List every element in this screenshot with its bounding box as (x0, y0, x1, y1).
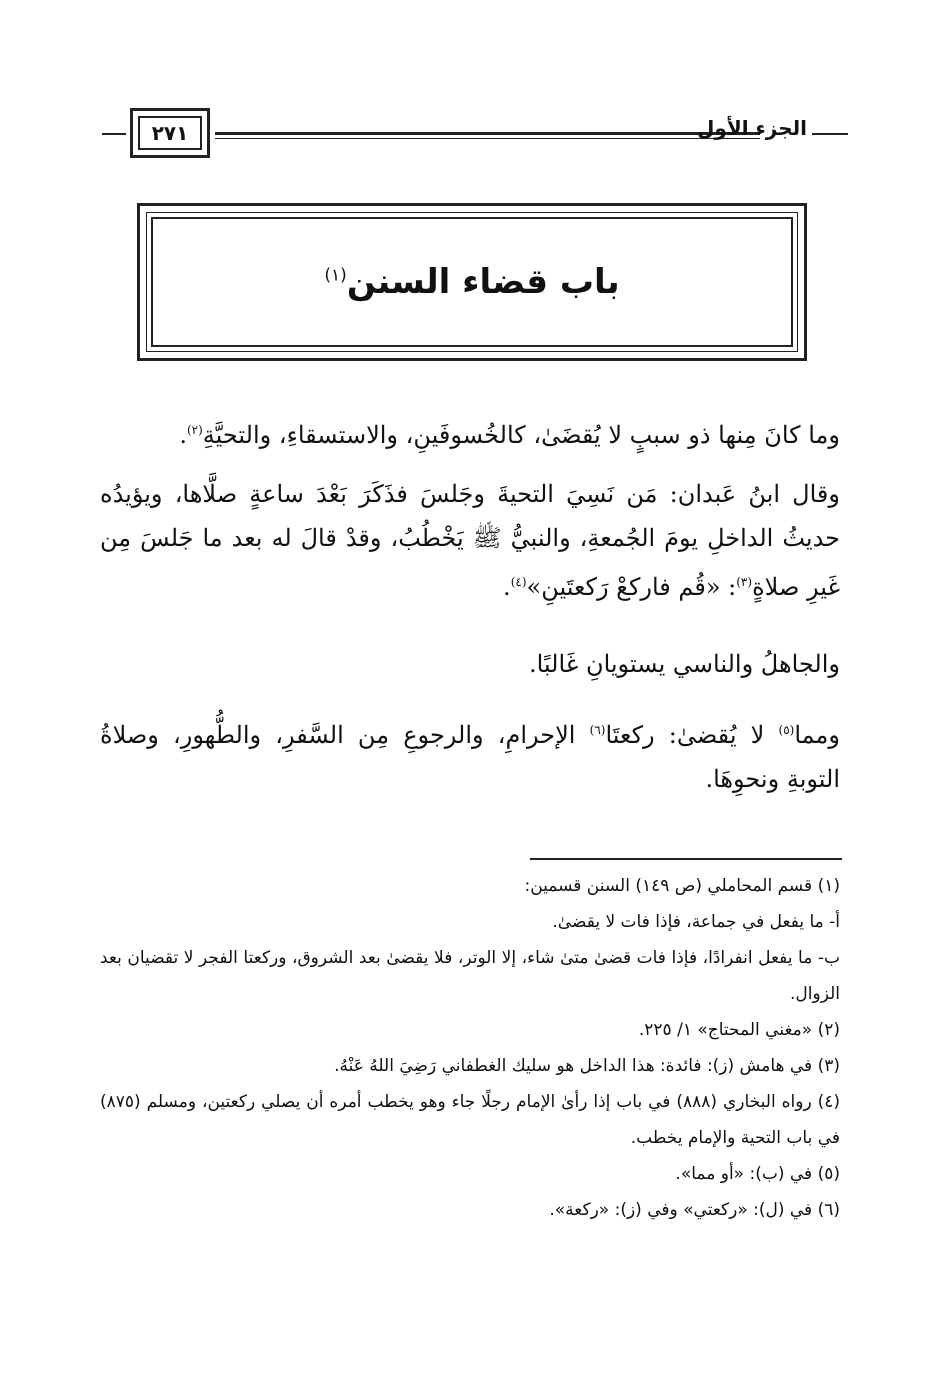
chapter-title-frame (137, 203, 807, 361)
chapter-title (324, 262, 619, 302)
footnote-6: (٦) في (ل): «ركعتي» وفي (ز): «ركعة». (549, 1200, 840, 1220)
header-rule-left (102, 133, 126, 135)
footnote-ref: (١) (324, 265, 347, 286)
paragraph-text: . (503, 573, 511, 601)
frame-inner (151, 217, 793, 347)
page-number: ٢٧١ (138, 116, 202, 150)
header-rule (215, 132, 760, 135)
footnote-ref: (٣) (736, 575, 753, 589)
footnote-1b: ب- ما يفعل انفرادًا، فإذا فات قضىٰ متىٰ شاء، إلا الوتر، فلا يقضىٰ بعد الشروق، وركعتا الفجر لا تقضيان بعد الزوال. (100, 948, 840, 1004)
footnotes (100, 868, 840, 1228)
paragraph-text: . (179, 421, 187, 449)
footnote-3: (٣) في هامش (ز): فائدة: هذا الداخل هو سليك الغطفاني رَضِيَ اللهُ عَنْهُ. (334, 1056, 840, 1076)
footnote-4: (٤) رواه البخاري (٨٨٨) في باب إذا رأىٰ الإمام رجلًا جاء وهو يخطب أمره أن يصلي ركعتين، ومسلم (٨٧٥) في باب التحية والإمام يخطب. (100, 1092, 840, 1148)
paragraph-text: وقال ابنُ عَبدان: مَن نَسِيَ التحيةَ وجَلسَ فذَكَرَ بَعْدَ ساعةٍ صلَّاها، ويؤيدُه حديثُ الداخلِ يومَ الجُمعةِ، والنبيُّ ﷺ يَخْطُبُ، وقدْ قالَ له بعد ما جَلسَ مِن غَيرِ صلاةٍ (100, 480, 840, 601)
chapter-title-text: باب قضاء السنن (346, 262, 620, 302)
footnote-ref: (٥) (778, 723, 795, 737)
footnote-ref: (٢) (186, 423, 203, 437)
footnote-1a: أ- ما يفعل في جماعة، فإذا فات لا يقضىٰ. (552, 912, 840, 932)
paragraph-1 (100, 408, 840, 457)
paragraph-text: لا يُقضىٰ: ركعتَا (605, 721, 779, 749)
footnote-1: (١) قسم المحاملي (ص ١٤٩) السنن قسمين: (524, 876, 840, 896)
paragraph-text: وما كانَ مِنها ذو سببٍ لا يُقضَىٰ، كالخُسوفَينِ، والاستسقاءِ، والتحيَّةِ (202, 421, 840, 449)
footnote-5: (٥) في (ب): «أو مما». (675, 1164, 840, 1184)
footnote-2: (٢) «مغني المحتاج» ١/ ٢٢٥. (638, 1020, 840, 1040)
paragraph-text: والجاهلُ والناسي يستويانِ غَالبًا. (528, 650, 840, 678)
paragraph-text: ومما (794, 721, 840, 749)
footnote-ref: (٤) (510, 575, 527, 589)
paragraph-3 (100, 642, 840, 686)
paragraph-text: الإحرامِ، والرجوعِ مِن السَّفرِ، والطُّهورِ، وصلاةُ التوبةِ ونحوِهَا. (100, 721, 840, 793)
header-rule-right (812, 133, 848, 135)
paragraph-2 (100, 472, 840, 609)
paragraph-4 (100, 708, 840, 801)
part-label: الجزء الأول (697, 116, 807, 140)
footnote-ref: (٦) (589, 723, 606, 737)
page-number-box (130, 108, 210, 158)
footnote-separator (530, 858, 842, 860)
paragraph-text: : «قُم فاركعْ رَكعتَينِ» (526, 573, 737, 601)
